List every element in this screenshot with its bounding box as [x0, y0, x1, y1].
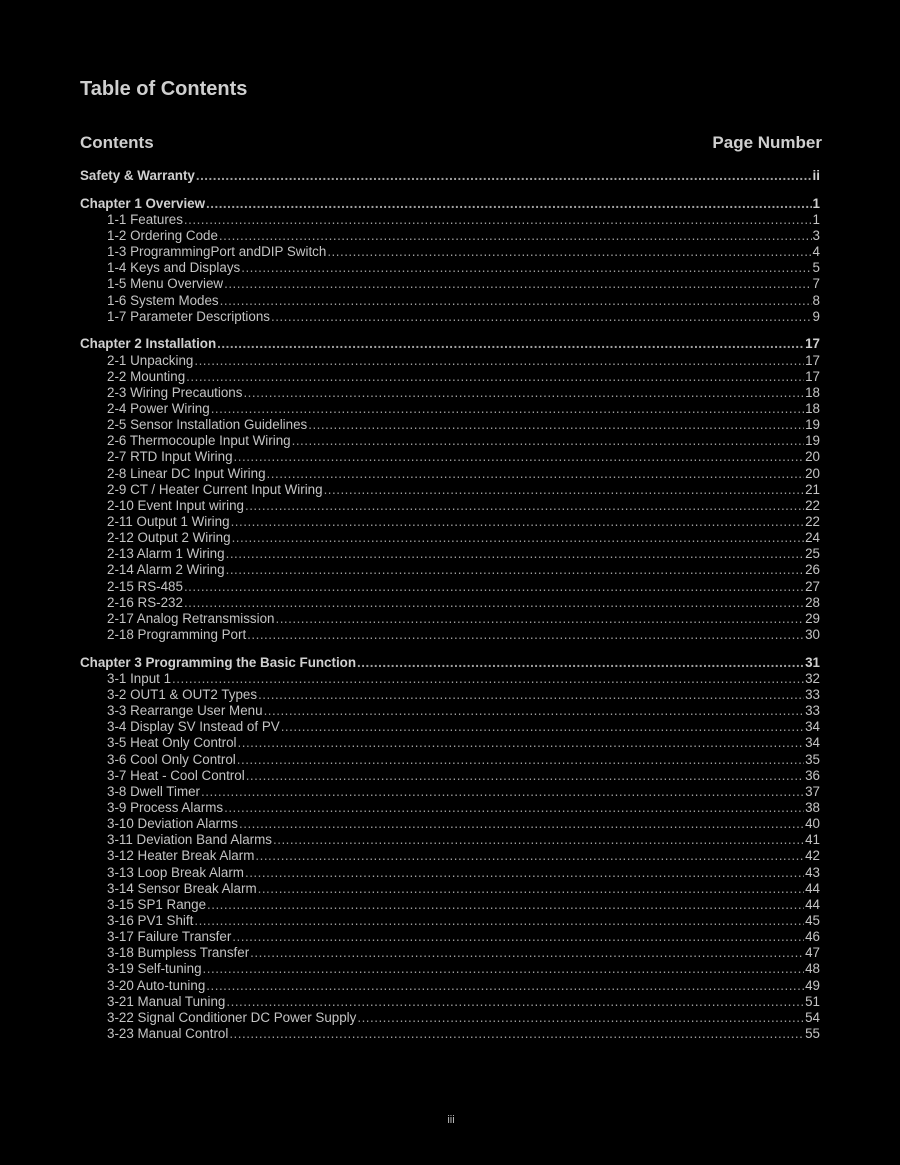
- leader-dots: [271, 309, 812, 325]
- section-title: 3-6 Cool Only Control: [107, 751, 236, 767]
- toc-entry-2-10-event-input-wiring[interactable]: [80, 498, 820, 514]
- leader-dots: [258, 881, 804, 897]
- toc-entry-2-3-wiring-precautions[interactable]: [80, 385, 820, 401]
- section-title: 3-22 Signal Conditioner DC Power Supply: [107, 1009, 357, 1025]
- section-page-number: 21: [805, 481, 820, 497]
- leader-dots: [245, 865, 804, 881]
- toc-entry-3-16-pv1-shift[interactable]: [80, 913, 820, 929]
- section-page-number: 33: [805, 703, 820, 719]
- section-title: 3-7 Heat - Cool Control: [107, 767, 245, 783]
- leader-dots: [357, 655, 804, 671]
- toc-entry-2-7-rtd-input-wiring[interactable]: [80, 449, 820, 465]
- chapter-title: Chapter 3 Programming the Basic Function: [80, 654, 357, 670]
- section-page-number: 43: [805, 864, 820, 880]
- toc-entry-3-21-manual-tuning[interactable]: [80, 994, 820, 1010]
- page-title: Table of Contents: [80, 78, 248, 100]
- leader-dots: [281, 719, 804, 735]
- leader-dots: [184, 212, 812, 228]
- toc-entry-3-19-self-tuning[interactable]: [80, 961, 820, 977]
- leader-dots: [245, 498, 804, 514]
- toc-entry-2-9-ct-heater-current-input-wiring[interactable]: [80, 482, 820, 498]
- section-title: 3-2 OUT1 & OUT2 Types: [107, 687, 258, 702]
- toc-entry-3-22-signal-conditioner-dc-power-supply[interactable]: [80, 1010, 820, 1026]
- leader-dots: [250, 945, 804, 961]
- section-title: 3-3 Rearrange User Menu: [107, 703, 263, 719]
- section-page-number: 17: [805, 352, 820, 368]
- leader-dots: [247, 627, 804, 643]
- section-title: 2-9 CT / Heater Current Input Wiring: [107, 481, 323, 497]
- section-title: 3-11 Deviation Band Alarms: [107, 832, 272, 848]
- section-page-number: 17: [805, 368, 820, 384]
- section-title: 3-18 Bumpless Transfer: [107, 945, 250, 961]
- toc-entry-3-4-display-sv-instead-of-pv[interactable]: [80, 719, 820, 735]
- section-title: 2-6 Thermocouple Input Wiring: [107, 433, 291, 449]
- toc-group: [80, 336, 820, 643]
- section-title: 3-12 Heater Break Alarm: [107, 848, 255, 864]
- section-title: 2-16 RS-232: [107, 594, 183, 610]
- leader-dots: [308, 417, 804, 433]
- chapter-title: Chapter 2 Installation: [80, 336, 217, 352]
- section-title: 2-1 Unpacking: [107, 352, 194, 368]
- section-page-number: 41: [805, 832, 820, 848]
- section-title: 3-17 Failure Transfer: [107, 929, 232, 945]
- chapter-page-number: 1: [812, 195, 820, 211]
- toc-entry-3-7-heat-cool-control[interactable]: [80, 768, 820, 784]
- toc-entry-3-18-bumpless-transfer[interactable]: [80, 945, 820, 961]
- section-page-number: 37: [805, 783, 820, 799]
- leader-dots: [194, 913, 804, 929]
- toc-group: [80, 168, 820, 184]
- section-page-number: 29: [805, 610, 820, 626]
- section-page-number: 32: [805, 670, 820, 686]
- section-page-number: 19: [805, 433, 820, 449]
- section-title: 1-2 Ordering Code: [107, 228, 218, 244]
- leader-dots: [184, 579, 804, 595]
- section-page-number: 8: [812, 292, 820, 308]
- section-page-number: 49: [805, 977, 820, 993]
- toc-entry-chapter-3-programming-the-basic-function[interactable]: [80, 655, 820, 671]
- chapter-title: Chapter 1 Overview: [80, 195, 206, 211]
- section-page-number: 4: [812, 244, 820, 260]
- leader-dots: [267, 466, 805, 482]
- section-title: 1-3 ProgrammingPort andDIP Switch: [107, 244, 327, 260]
- leader-dots: [194, 353, 804, 369]
- section-title: 3-5 Heat Only Control: [107, 735, 237, 751]
- toc-entry-1-3-programmingport-anddip-switch[interactable]: [80, 244, 820, 260]
- leader-dots: [237, 752, 804, 768]
- leader-dots: [186, 369, 804, 385]
- toc-entry-3-2-out1-and-out2-types[interactable]: [80, 687, 820, 703]
- section-page-number: 5: [812, 260, 820, 276]
- section-title: 3-4 Display SV Instead of PV: [107, 719, 280, 735]
- leader-dots: [264, 703, 805, 719]
- section-title: 3-9 Process Alarms: [107, 799, 224, 815]
- toc-entry-safety-and-warranty[interactable]: [80, 168, 820, 184]
- section-title: 2-7 RTD Input Wiring: [107, 449, 233, 465]
- section-page-number: 1: [812, 211, 820, 227]
- toc-entry-2-5-sensor-installation-guidelines[interactable]: [80, 417, 820, 433]
- section-title: 3-23 Manual Control: [107, 1025, 229, 1041]
- toc-entry-2-2-mounting[interactable]: [80, 369, 820, 385]
- section-page-number: 22: [805, 514, 820, 529]
- toc-entry-2-15-rs-485[interactable]: [80, 579, 820, 595]
- leader-dots: [275, 611, 804, 627]
- leader-dots: [232, 929, 804, 945]
- leader-dots: [273, 832, 804, 848]
- section-page-number: 40: [805, 816, 820, 832]
- toc-entry-3-13-loop-break-alarm[interactable]: [80, 865, 820, 881]
- section-page-number: 26: [805, 562, 820, 578]
- leader-dots: [292, 433, 805, 449]
- toc-entry-3-9-process-alarms[interactable]: [80, 800, 820, 816]
- toc-entry-3-1-input-1[interactable]: [80, 671, 820, 687]
- leader-dots: [226, 546, 805, 562]
- section-page-number: 18: [805, 401, 820, 417]
- leader-dots: [258, 687, 804, 703]
- section-page-number: 47: [805, 945, 820, 961]
- section-page-number: 42: [805, 848, 820, 864]
- section-page-number: 38: [805, 799, 820, 815]
- section-page-number: 9: [812, 308, 820, 324]
- toc-entry-3-17-failure-transfer[interactable]: [80, 929, 820, 945]
- leader-dots: [206, 196, 812, 212]
- section-title: 1-4 Keys and Displays: [107, 260, 241, 276]
- chapter-page-number: 17: [805, 336, 820, 352]
- section-page-number: 18: [805, 384, 820, 400]
- toc-entry-3-15-sp1-range[interactable]: [80, 897, 820, 913]
- leader-dots: [196, 168, 812, 184]
- leader-dots: [224, 800, 804, 816]
- toc-entry-3-12-heater-break-alarm[interactable]: [80, 848, 820, 864]
- leader-dots: [219, 228, 812, 244]
- toc-entry-2-11-output-1-wiring[interactable]: [80, 514, 820, 530]
- chapter-page-number: ii: [812, 168, 820, 183]
- leader-dots: [226, 562, 805, 578]
- document-page: [80, 0, 822, 1165]
- section-page-number: 34: [805, 735, 820, 751]
- toc-entry-2-14-alarm-2-wiring[interactable]: [80, 562, 820, 578]
- page-number-heading: Page Number: [712, 133, 822, 152]
- leader-dots: [238, 735, 805, 751]
- toc-entry-2-16-rs-232[interactable]: [80, 595, 820, 611]
- leader-dots: [207, 897, 804, 913]
- section-title: 2-15 RS-485: [107, 578, 183, 594]
- section-title: 2-11 Output 1 Wiring: [107, 514, 230, 529]
- section-page-number: 20: [805, 465, 820, 481]
- toc-entry-3-20-auto-tuning[interactable]: [80, 978, 820, 994]
- section-title: 2-8 Linear DC Input Wiring: [107, 465, 266, 481]
- leader-dots: [217, 336, 804, 352]
- toc-entry-2-18-programming-port[interactable]: [80, 627, 820, 643]
- section-title: 2-4 Power Wiring: [107, 401, 210, 417]
- section-title: 3-20 Auto-tuning: [107, 977, 206, 993]
- section-page-number: 46: [805, 929, 820, 945]
- toc-entry-2-17-analog-retransmission[interactable]: [80, 611, 820, 627]
- section-title: 3-19 Self-tuning: [107, 961, 202, 977]
- chapter-page-number: 31: [805, 654, 820, 670]
- toc-entry-3-8-dwell-timer[interactable]: [80, 784, 820, 800]
- section-title: 3-8 Dwell Timer: [107, 783, 201, 799]
- toc-group: [80, 196, 820, 325]
- leader-dots: [239, 816, 804, 832]
- section-title: 3-10 Deviation Alarms: [107, 816, 238, 832]
- section-title: 3-16 PV1 Shift: [107, 912, 194, 928]
- toc-entry-chapter-2-installation[interactable]: [80, 336, 820, 352]
- section-title: 2-5 Sensor Installation Guidelines: [107, 417, 308, 433]
- leader-dots: [220, 293, 812, 309]
- toc-entry-3-3-rearrange-user-menu[interactable]: [80, 703, 820, 719]
- section-page-number: 19: [805, 417, 820, 433]
- section-page-number: 20: [805, 449, 820, 465]
- leader-dots: [234, 449, 805, 465]
- toc-entry-3-11-deviation-band-alarms[interactable]: [80, 832, 820, 848]
- section-page-number: 35: [805, 751, 820, 767]
- leader-dots: [224, 276, 811, 292]
- toc-entry-2-1-unpacking[interactable]: [80, 353, 820, 369]
- section-page-number: 28: [805, 594, 820, 610]
- table-of-contents: [80, 168, 820, 1054]
- toc-entry-1-6-system-modes[interactable]: [80, 293, 820, 309]
- toc-entry-3-14-sensor-break-alarm[interactable]: [80, 881, 820, 897]
- toc-header: [80, 131, 822, 155]
- section-page-number: 54: [805, 1009, 820, 1025]
- toc-entry-1-5-menu-overview[interactable]: [80, 276, 820, 292]
- leader-dots: [241, 260, 811, 276]
- toc-entry-1-7-parameter-descriptions[interactable]: [80, 309, 820, 325]
- leader-dots: [211, 401, 804, 417]
- section-page-number: 24: [805, 530, 820, 546]
- leader-dots: [201, 784, 804, 800]
- section-page-number: 22: [805, 497, 820, 513]
- leader-dots: [172, 671, 804, 687]
- section-title: 1-5 Menu Overview: [107, 276, 224, 292]
- leader-dots: [232, 530, 805, 546]
- section-title: 3-21 Manual Tuning: [107, 993, 226, 1009]
- toc-entry-3-6-cool-only-control[interactable]: [80, 752, 820, 768]
- section-title: 3-13 Loop Break Alarm: [107, 864, 244, 880]
- section-page-number: 27: [805, 578, 820, 594]
- leader-dots: [231, 514, 805, 530]
- leader-dots: [226, 994, 804, 1010]
- section-title: 1-6 System Modes: [107, 292, 219, 308]
- section-page-number: 45: [805, 912, 820, 928]
- leader-dots: [357, 1010, 804, 1026]
- leader-dots: [255, 848, 804, 864]
- leader-dots: [229, 1026, 804, 1042]
- section-page-number: 7: [812, 276, 820, 292]
- leader-dots: [324, 482, 805, 498]
- section-page-number: 25: [805, 546, 820, 562]
- section-title: 2-13 Alarm 1 Wiring: [107, 546, 225, 562]
- section-title: 2-17 Analog Retransmission: [107, 610, 275, 626]
- section-page-number: 51: [805, 993, 820, 1009]
- footer-page-number: iii: [447, 1114, 455, 1126]
- leader-dots: [243, 385, 804, 401]
- section-title: 3-15 SP1 Range: [107, 896, 207, 912]
- section-page-number: 44: [805, 896, 820, 912]
- toc-entry-3-10-deviation-alarms[interactable]: [80, 816, 820, 832]
- toc-entry-2-13-alarm-1-wiring[interactable]: [80, 546, 820, 562]
- toc-entry-2-4-power-wiring[interactable]: [80, 401, 820, 417]
- section-title: 2-10 Event Input wiring: [107, 497, 244, 513]
- toc-entry-2-12-output-2-wiring[interactable]: [80, 530, 820, 546]
- section-title: 3-1 Input 1: [107, 670, 172, 686]
- section-title: 2-12 Output 2 Wiring: [107, 530, 231, 546]
- toc-group: [80, 655, 820, 1042]
- section-page-number: 34: [805, 719, 820, 735]
- leader-dots: [184, 595, 804, 611]
- section-title: 2-3 Wiring Precautions: [107, 384, 243, 400]
- leader-dots: [327, 244, 811, 260]
- toc-entry-1-1-features[interactable]: [80, 212, 820, 228]
- section-page-number: 36: [805, 767, 820, 783]
- toc-entry-3-5-heat-only-control[interactable]: [80, 735, 820, 751]
- section-title: 2-2 Mounting: [107, 368, 186, 384]
- toc-entry-2-6-thermocouple-input-wiring[interactable]: [80, 433, 820, 449]
- leader-dots: [203, 961, 805, 977]
- toc-entry-2-8-linear-dc-input-wiring[interactable]: [80, 466, 820, 482]
- section-page-number: 3: [812, 228, 820, 244]
- contents-heading: Contents: [80, 133, 154, 152]
- section-title: 2-14 Alarm 2 Wiring: [107, 562, 225, 578]
- section-title: 1-7 Parameter Descriptions: [107, 308, 270, 324]
- chapter-title: Safety & Warranty: [80, 168, 195, 183]
- toc-entry-1-4-keys-and-displays[interactable]: [80, 260, 820, 276]
- toc-entry-3-23-manual-control[interactable]: [80, 1026, 820, 1042]
- leader-dots: [246, 768, 804, 784]
- section-page-number: 55: [805, 1025, 820, 1041]
- section-title: 3-14 Sensor Break Alarm: [107, 880, 257, 896]
- section-page-number: 48: [805, 961, 820, 977]
- section-page-number: 44: [805, 880, 820, 896]
- toc-entry-1-2-ordering-code[interactable]: [80, 228, 820, 244]
- section-page-number: 33: [805, 687, 820, 702]
- section-title: 2-18 Programming Port: [107, 626, 247, 642]
- section-title: 1-1 Features: [107, 211, 183, 227]
- leader-dots: [206, 978, 804, 994]
- toc-entry-chapter-1-overview[interactable]: [80, 196, 820, 212]
- section-page-number: 30: [805, 626, 820, 642]
